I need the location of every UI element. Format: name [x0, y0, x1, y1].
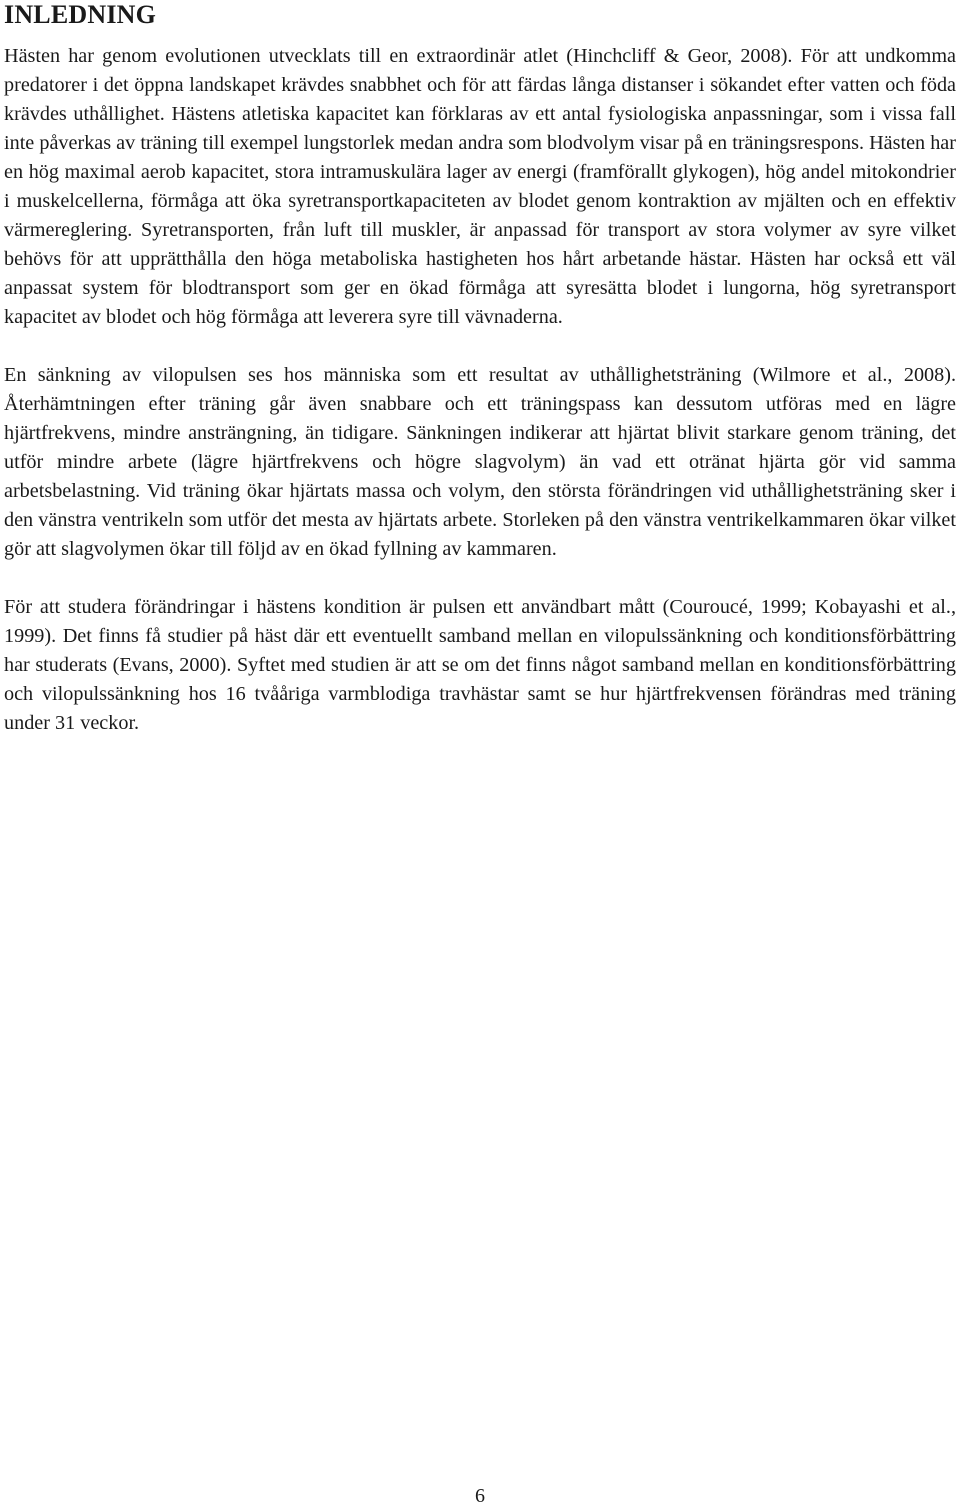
paragraph-resting-pulse: En sänkning av vilopulsen ses hos människa som ett resultat av uthållighetsträning (Wilmore et al., 2008). Återhämtningen efter träning går även snabbare och ett träningspass kan dessutom utföras med en lägre hjärtfrekvens, mindre ansträngning, än tidigare. Sänkningen indikerar att hjärtat blivit starkare genom träning, det utför mindre arbete (lägre hjärtfrekvens och högre slagvolym) än vad ett otränat hjärta gör vid samma arbetsbelastning. Vid träning ökar hjärtats massa och volym, den största förändringen vid uthållighetsträning sker i den vänstra ventrikeln som utför det mesta av hjärtats arbete. Storleken på den vänstra ventrikelkammaren ökar vilket gör att slagvolymen ökar till följd av en ökad fyllning av kammaren.: [4, 364, 956, 560]
paragraph-intro-evolution: Hästen har genom evolutionen utvecklats till en extraordinär atlet (Hinchcliff & Geor, 2008). För att undkomma predatorer i det öppna landskapet krävdes snabbhet och för att färdas långa distanser i sökandet efter vatten och föda krävdes uthållighet. Hästens atletiska kapacitet kan förklaras av ett antal fysiologiska anpassningar, som i vissa fall inte påverkas av träning till exempel lungstorlek medan andra som blodvolym visar på en träningsrespons. Hästen har en hög maximal aerob kapacitet, stora intramuskulära lager av energi (framförallt glykogen), hög andel mitokondrier i muskelcellerna, förmåga att öka syretransportkapaciteten av blodet genom kontraktion av mjälten och en effektiv värmereglering. Syretransporten, från luft till muskler, är anpassad för transport av stora volymer av syre vilket behövs för att upprätthålla den höga metaboliska hastigheten hos hårt arbetande hästar. Hästen har också ett väl anpassat system för blodtransport som ger en ökad förmåga att syresätta blodet i lungorna, hög syretransport kapacitet av blodet och hög förmåga att leverera syre till vävnaderna.: [4, 45, 956, 328]
paragraph-study-aim: För att studera förändringar i hästens kondition är pulsen ett användbart mått (Couroucé, 1999; Kobayashi et al., 1999). Det finns få studier på häst där ett eventuellt samband mellan en vilopulssänkning och konditionsförbättring har studerats (Evans, 2000). Syftet med studien är att se om det finns något samband mellan en konditionsförbättring och vilopulssänkning hos 16 tvååriga varmblodiga travhästar samt se hur hjärtfrekvensen förändras med träning under 31 veckor.: [4, 596, 956, 734]
section-heading: INLEDNING: [4, 0, 157, 29]
document-page: [4, 0, 956, 738]
page-number: 6: [475, 1485, 485, 1507]
